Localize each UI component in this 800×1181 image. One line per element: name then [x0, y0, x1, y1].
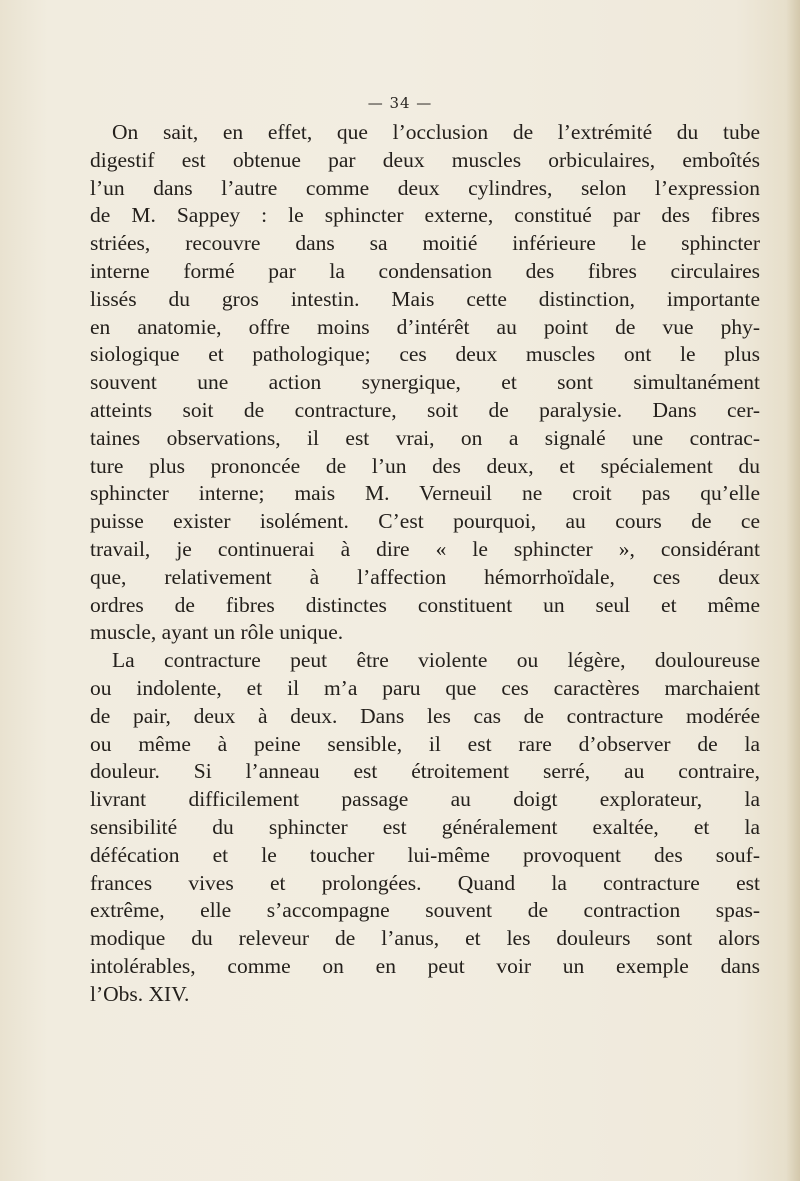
- text-line: ture plus prononcée de l’un des deux, et spécialement du: [90, 453, 760, 478]
- text-line: taines observations, il est vrai, on a signalé une contrac-: [90, 425, 760, 450]
- text-line: modique du releveur de l’anus, et les douleurs sont alors: [90, 926, 760, 951]
- text-line: l’Obs. XIV.: [90, 981, 190, 1006]
- text-line: ou même à peine sensible, il est rare d’observer de la: [90, 731, 760, 756]
- text-line: de M. Sappey : le sphincter externe, constitué par des fibres: [90, 203, 760, 228]
- body-text: [90, 119, 760, 1009]
- text-line: que, relativement à l’affection hémorrhoïdale, ces deux: [90, 564, 760, 589]
- page-number: — 34 —: [367, 94, 433, 112]
- text-line: siologique et pathologique; ces deux muscles ont le plus: [90, 342, 760, 367]
- text-line: l’un dans l’autre comme deux cylindres, selon l’expression: [90, 175, 760, 200]
- text-line: travail, je continuerai à dire « le sphincter », considérant: [90, 536, 760, 561]
- text-line: On sait, en effet, que l’occlusion de l’extrémité du tube: [112, 120, 760, 144]
- text-line: défécation et le toucher lui-même provoquent des souf-: [90, 842, 760, 867]
- text-line: atteints soit de contracture, soit de paralysie. Dans cer-: [90, 397, 760, 422]
- text-line: puisse exister isolément. C’est pourquoi, au cours de ce: [90, 509, 760, 534]
- text-line: ou indolente, et il m’a paru que ces caractères marchaient: [90, 675, 760, 700]
- text-line: digestif est obtenue par deux muscles orbiculaires, emboîtés: [90, 147, 760, 172]
- text-line: sensibilité du sphincter est généralement exaltée, et la: [90, 814, 760, 839]
- text-line: lissés du gros intestin. Mais cette distinction, importante: [90, 286, 760, 311]
- text-line: souvent une action synergique, et sont simultanément: [90, 370, 760, 395]
- page-edge-shadow: [786, 0, 800, 1181]
- text-line: intolérables, comme on en peut voir un exemple dans: [90, 953, 760, 978]
- text-line: muscle, ayant un rôle unique.: [90, 620, 344, 645]
- text-line: en anatomie, offre moins d’intérêt au point de vue phy-: [90, 314, 760, 339]
- text-line: extrême, elle s’accompagne souvent de contraction spas-: [90, 898, 760, 923]
- text-line: La contracture peut être violente ou légère, douloureuse: [112, 648, 760, 673]
- text-line: livrant difficilement passage au doigt explorateur, la: [90, 787, 760, 812]
- text-line: de pair, deux à deux. Dans les cas de contracture modérée: [90, 703, 760, 728]
- text-line: frances vives et prolongées. Quand la contracture est: [90, 870, 760, 895]
- text-line: striées, recouvre dans sa moitié inférieure le sphincter: [90, 231, 760, 256]
- text-line: sphincter interne; mais M. Verneuil ne croit pas qu’elle: [90, 481, 760, 506]
- text-line: douleur. Si l’anneau est étroitement serré, au contraire,: [90, 759, 760, 784]
- text-line: ordres de fibres distinctes constituent un seul et même: [90, 592, 760, 617]
- text-line: interne formé par la condensation des fibres circulaires: [90, 258, 760, 283]
